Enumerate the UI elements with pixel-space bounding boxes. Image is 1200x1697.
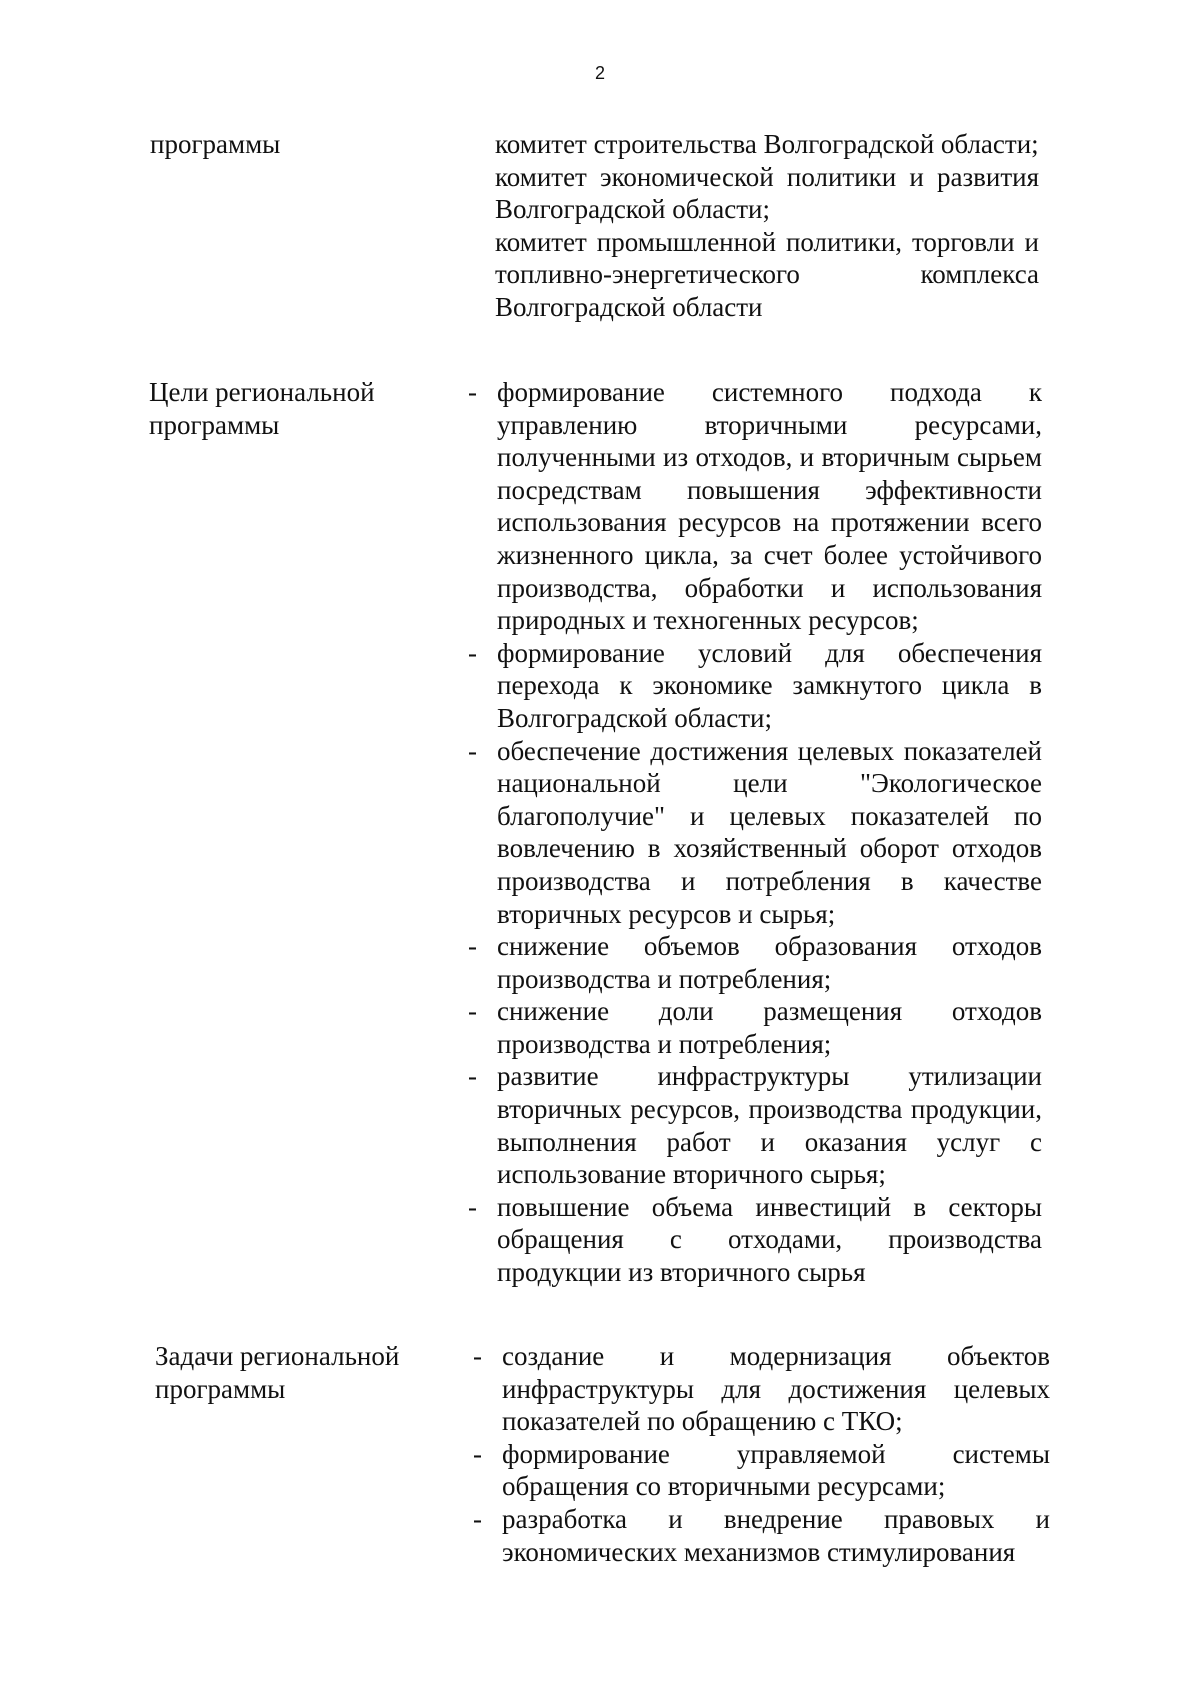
list-marker: - <box>468 735 477 766</box>
list-item <box>468 1060 1042 1190</box>
list-item-text: обеспечение достижения целевых показателей национальной цели "Экологическое благополучие" и целевых показателей по вовлечению в хозяйственный оборот отходов производства и потребления в качестве вторичных ресурсов и сырья; <box>497 735 1042 929</box>
list-item-text: снижение доли размещения отходов производства и потребления; <box>497 996 1042 1059</box>
list-item <box>473 1503 1050 1568</box>
list-item <box>473 1438 1050 1503</box>
list-item-text: формирование управляемой системы обращения со вторичными ресурсами; <box>502 1438 1050 1502</box>
list-marker: - <box>468 637 477 668</box>
list-item <box>468 637 1042 735</box>
list-item <box>468 735 1042 931</box>
list-marker: - <box>473 1341 482 1371</box>
list-marker: - <box>468 1061 477 1092</box>
list-marker: - <box>473 1438 482 1469</box>
section-content <box>495 128 1039 324</box>
list-item-text: повышение объема инвестиций в секторы обращения с отходами, производства продукции из вторичного сырья <box>497 1191 1042 1288</box>
list-marker: - <box>473 1503 482 1534</box>
executor-entry: комитет экономической политики и развития Волгоградской области; <box>495 161 1039 225</box>
section-content <box>473 1340 1050 1568</box>
list-item-text: разработка и внедрение правовых и экономических механизмов стимулирования <box>502 1503 1050 1567</box>
section-label: программы <box>150 129 281 159</box>
section-content <box>468 376 1042 1289</box>
list-item-text: создание и модернизация объектов инфраструктуры для достижения целевых показателей по обращению с ТКО; <box>502 1341 1050 1437</box>
executor-entry: комитет строительства Волгоградской области; <box>495 129 1039 159</box>
section-label: Цели региональной программы <box>149 377 375 440</box>
list-item <box>468 1191 1042 1289</box>
list-item <box>468 995 1042 1060</box>
list-item <box>468 930 1042 995</box>
list-item-text: развитие инфраструктуры утилизации вторичных ресурсов, производства продукции, выполнения работ и оказания услуг с использование вторичного сырья; <box>497 1061 1042 1190</box>
list-item-text: формирование системного подхода к управлению вторичными ресурсами, полученными из отходов, и вторичным сырьем посредствам повышения эффективности использования ресурсов на протяжении всего жизненного цикла, за счет более устойчивого производства, обработки и использования природных и техногенных ресурсов; <box>497 377 1042 636</box>
list-item-text: формирование условий для обеспечения перехода к экономике замкнутого цикла в Волгоградской области; <box>497 637 1042 733</box>
section-label: Задачи региональной программы <box>155 1341 400 1404</box>
list-marker: - <box>468 1191 477 1222</box>
list-marker: - <box>468 996 477 1027</box>
list-item <box>473 1340 1050 1438</box>
list-marker: - <box>468 377 477 407</box>
list-item <box>468 376 1042 637</box>
executor-entry: комитет промышленной политики, торговли и топливно-энергетического комплекса Волгоградской области <box>495 226 1039 322</box>
list-marker: - <box>468 931 477 962</box>
page-number: 2 <box>594 63 605 83</box>
list-item-text: снижение объемов образования отходов производства и потребления; <box>497 931 1042 994</box>
